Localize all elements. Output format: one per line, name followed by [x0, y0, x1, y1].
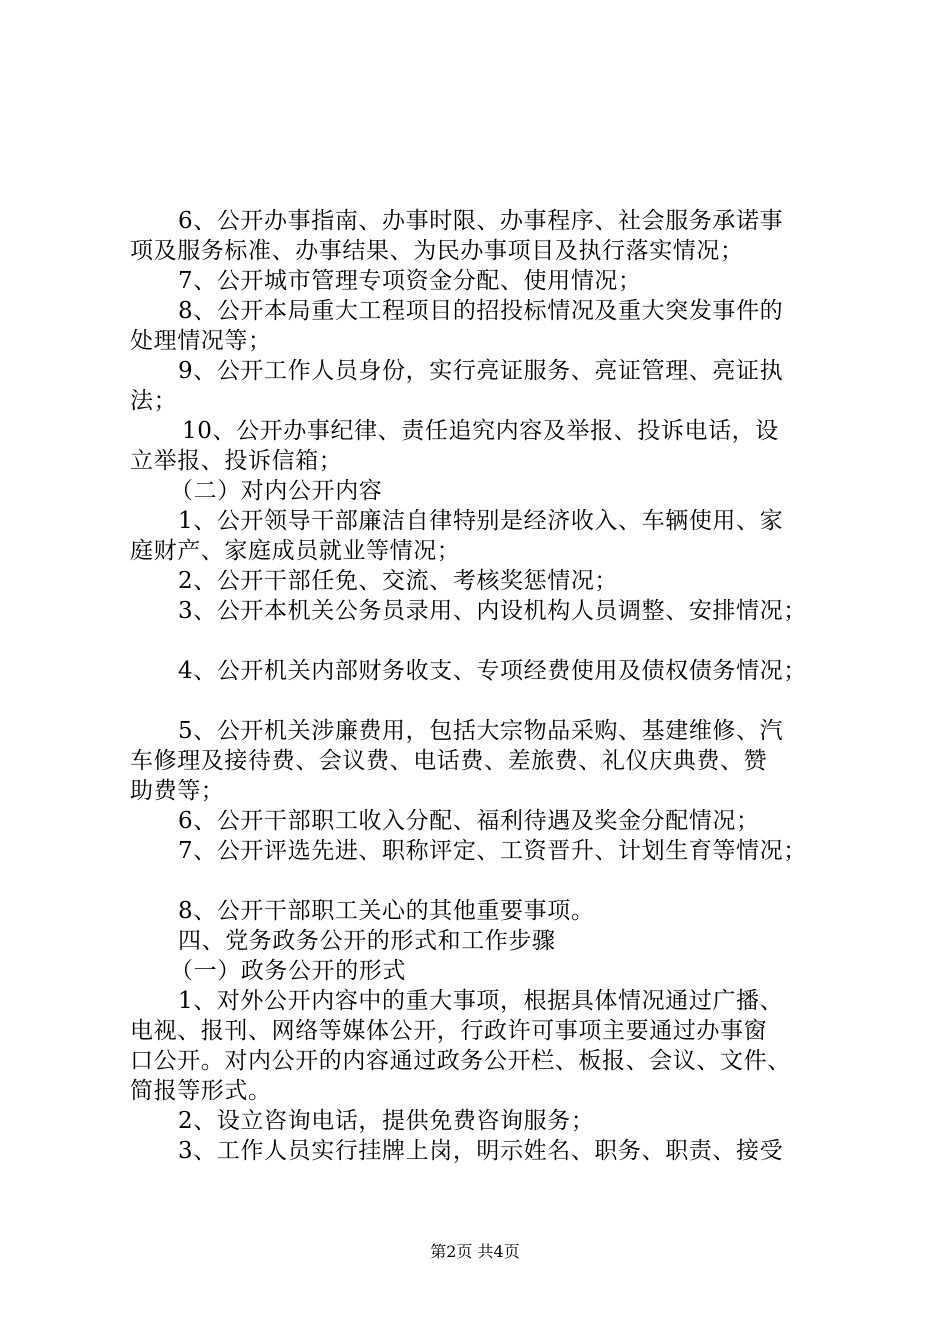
paragraph-line: 庭财产、家庭成员就业等情况；: [130, 538, 461, 564]
paragraph-line: 电视、报刊、网络等媒体公开，行政许可事项主要通过办事窗: [130, 1018, 768, 1044]
paragraph-line: 9、公开工作人员身份，实行亮证服务、亮证管理、亮证执: [178, 358, 784, 384]
section-heading: （二）对内公开内容: [170, 478, 383, 504]
paragraph-line: 1、公开领导干部廉洁自律特别是经济收入、车辆使用、家: [178, 508, 784, 534]
document-body: [130, 206, 842, 1166]
page-footer: 第2页 共4页: [430, 1242, 520, 1261]
section-heading: （一）政务公开的形式: [170, 958, 406, 984]
section-heading: 四、党务政务公开的形式和工作步骤: [178, 928, 556, 954]
paragraph-line: 3、公开本机关公务员录用、内设机构人员调整、安排情况；: [178, 598, 807, 624]
blank-line: [130, 626, 842, 656]
paragraph-line: 8、公开本局重大工程项目的招投标情况及重大突发事件的: [178, 298, 784, 324]
paragraph-line: 2、公开干部任免、交流、考核奖惩情况；: [178, 568, 619, 594]
paragraph-line: 10、公开办事纪律、责任追究内容及举报、投诉电话，设: [182, 418, 779, 444]
paragraph-line: 6、公开办事指南、办事时限、办事程序、社会服务承诺事: [178, 208, 784, 234]
paragraph-line: 2、设立咨询电话，提供免费咨询服务；: [178, 1108, 595, 1134]
paragraph-line: 车修理及接待费、会议费、电话费、差旅费、礼仪庆典费、赞: [130, 748, 768, 774]
paragraph-line: 5、公开机关涉廉费用，包括大宗物品采购、基建维修、汽: [178, 718, 784, 744]
paragraph-line: 3、工作人员实行挂牌上岗，明示姓名、职务、职责、接受: [178, 1138, 784, 1164]
paragraph-line: 简报等形式。: [130, 1078, 272, 1104]
paragraph-line: 6、公开干部职工收入分配、福利待遇及奖金分配情况；: [178, 808, 760, 834]
paragraph-line: 法；: [130, 388, 178, 414]
paragraph-line: 7、公开城市管理专项资金分配、使用情况；: [178, 268, 642, 294]
paragraph-line: 立举报、投诉信箱；: [130, 448, 343, 474]
paragraph-line: 助费等；: [130, 778, 225, 804]
blank-line: [130, 686, 842, 716]
paragraph-line: 4、公开机关内部财务收支、专项经费使用及债权债务情况；: [178, 658, 807, 684]
paragraph-line: 7、公开评选先进、职称评定、工资晋升、计划生育等情况；: [178, 838, 807, 864]
blank-line: [130, 866, 842, 896]
paragraph-line: 8、公开干部职工关心的其他重要事项。: [178, 898, 595, 924]
paragraph-line: 口公开。对内公开的内容通过政务公开栏、板报、会议、文件、: [130, 1048, 791, 1074]
paragraph-line: 1、对外公开内容中的重大事项，根据具体情况通过广播、: [178, 988, 784, 1014]
paragraph-line: 项及服务标准、办事结果、为民办事项目及执行落实情况；: [130, 238, 744, 264]
paragraph-line: 处理情况等；: [130, 328, 272, 354]
